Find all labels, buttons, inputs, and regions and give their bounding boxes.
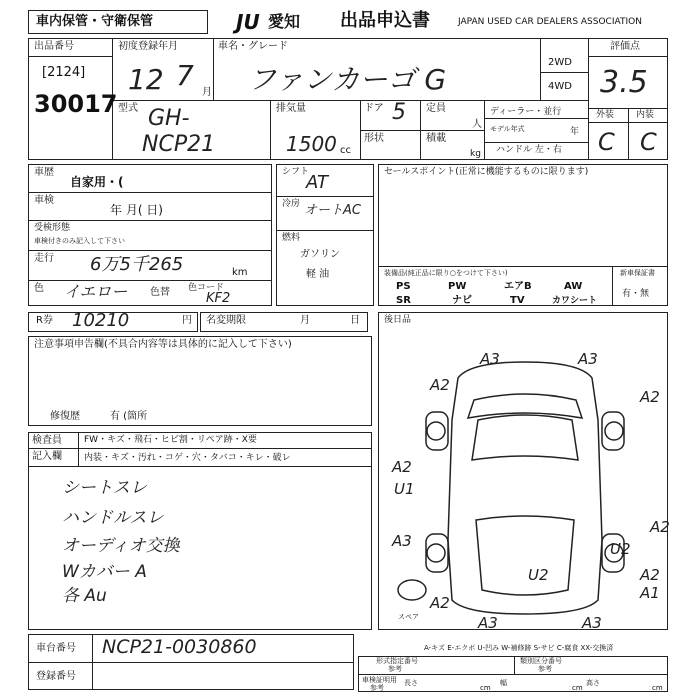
storage-label: 車内保管・守衛保管 bbox=[36, 14, 154, 29]
width-cm: cm bbox=[572, 684, 583, 692]
type-ref: 参考 bbox=[388, 665, 402, 673]
cap-label: 定員 bbox=[426, 103, 446, 114]
mileage-value: 6万5千265 bbox=[90, 254, 184, 275]
mileage-label: 走行 bbox=[34, 253, 54, 264]
grade-label: 評価点 bbox=[610, 41, 640, 52]
shape-label: 形状 bbox=[364, 133, 384, 144]
rear-label: 後日品 bbox=[384, 315, 412, 325]
warranty-value: 有・無 bbox=[622, 289, 650, 299]
spare-label: スペア bbox=[398, 613, 419, 621]
recycle-label: R券 bbox=[36, 315, 53, 326]
class-label: 類別区分番号 bbox=[520, 657, 562, 665]
equip-sr: SR bbox=[396, 295, 411, 306]
height-cm: cm bbox=[652, 684, 663, 692]
equip-aw: AW bbox=[564, 281, 583, 292]
ac-label: 冷房 bbox=[282, 199, 301, 209]
inspection-value: 年 月( 日) bbox=[110, 203, 163, 217]
fuel-diesel: 軽 油 bbox=[306, 269, 330, 280]
reg-label: 初度登録年月 bbox=[118, 41, 178, 52]
note-au: 各 Au bbox=[62, 586, 107, 606]
org-name: 愛知 bbox=[268, 12, 301, 31]
mark-right-fender: A2 bbox=[640, 388, 660, 406]
damage-legend: A-キズ E-エクボ U-凹み W-補修跡 S-サビ C-腐食 XX-交換済 bbox=[424, 644, 614, 652]
fw-row: FW・キズ・飛石・ヒビ割・リペア跡・X要 bbox=[84, 435, 257, 445]
mark-right-door: A2 bbox=[650, 518, 670, 536]
length-cm: cm bbox=[480, 684, 491, 692]
entry-label: 記入欄 bbox=[32, 451, 62, 462]
color-value: イエロー bbox=[64, 282, 128, 301]
cc-unit: cc bbox=[340, 145, 351, 156]
interior-label: 内装 bbox=[636, 110, 655, 120]
interior-row: 内装・キズ・汚れ・コゲ・穴・タバコ・キレ・破レ bbox=[84, 453, 291, 463]
equip-label: 装備品(純正品に限り○をつけて下さい) bbox=[384, 269, 508, 277]
width-label: 幅 bbox=[500, 679, 507, 687]
door-value: 5 bbox=[392, 100, 406, 125]
note-handle-wear: ハンドルスレ bbox=[62, 508, 164, 528]
color-code-value: KF2 bbox=[206, 291, 231, 306]
color-label: 色 bbox=[34, 283, 44, 294]
warranty-label: 新車保証書 bbox=[620, 269, 655, 277]
equip-tv: TV bbox=[510, 295, 525, 306]
notes-title: 注意事項申告欄(不具合内容等は具体的に記入して下さい) bbox=[34, 339, 292, 350]
fuel-label: 燃料 bbox=[282, 233, 301, 243]
model-label: 型式 bbox=[118, 103, 138, 114]
length-label: 長さ bbox=[404, 679, 418, 687]
color-code-label: 色コード bbox=[188, 283, 225, 293]
ac-value: オートAC bbox=[304, 203, 361, 218]
handle-label: ハンドル 左・右 bbox=[496, 145, 562, 155]
lot-label: 出品番号 bbox=[34, 41, 74, 52]
ju-logo: JU bbox=[236, 10, 260, 34]
sales-label: セールスポイント(正常に機能するものに限ります) bbox=[384, 167, 589, 177]
cap-unit: 人 bbox=[472, 119, 482, 130]
mark-left-rear: A3 bbox=[392, 532, 412, 550]
model-line2: NCP21 bbox=[142, 132, 216, 157]
note-w-cover: Wカバー A bbox=[62, 562, 147, 582]
name-label: 車名・グレード bbox=[218, 41, 288, 52]
model-line1: GH- bbox=[148, 106, 190, 131]
model-year-label: モデル年式 bbox=[490, 125, 525, 133]
mark-rear-quarter: A2 bbox=[640, 566, 660, 584]
note-seat-wear: シートスレ bbox=[62, 478, 147, 498]
mark-left-fender: A2 bbox=[430, 376, 450, 394]
fuel-gas: ガソリン bbox=[300, 249, 340, 260]
color-change-label: 色替 bbox=[150, 287, 170, 298]
class-ref: 参考 bbox=[538, 665, 552, 673]
equip-airbag: エアB bbox=[504, 281, 532, 292]
shift-value: AT bbox=[306, 172, 328, 193]
chassis-label: 車台番号 bbox=[36, 643, 76, 654]
mark-left-door-dent: U1 bbox=[394, 480, 415, 498]
mark-right-rear: A1 bbox=[640, 584, 660, 602]
deadline-month: 月 bbox=[300, 315, 310, 326]
grade-value: 3.5 bbox=[600, 65, 648, 100]
equip-navi: ナビ bbox=[452, 295, 472, 306]
history-label: 車歴 bbox=[34, 167, 54, 178]
form-label: 受検形態 bbox=[34, 223, 71, 233]
form-note: 車検付きのみ記入して下さい bbox=[34, 237, 125, 245]
reg-month: 7 bbox=[176, 59, 194, 92]
exterior-label: 外装 bbox=[596, 110, 615, 120]
registration-label: 登録番号 bbox=[36, 671, 76, 682]
recycle-value: 10210 bbox=[72, 310, 130, 331]
form-title: 出品申込書 bbox=[340, 10, 430, 31]
mark-left-door: A2 bbox=[392, 458, 412, 476]
disp-value: 1500 bbox=[286, 132, 337, 156]
km-unit: km bbox=[232, 267, 248, 278]
mark-front-right: A3 bbox=[578, 350, 598, 368]
repair-value: 有 (箇所 bbox=[110, 411, 148, 422]
shift-label: シフト bbox=[282, 167, 310, 177]
inspection-label: 車検 bbox=[34, 195, 54, 206]
repair-label: 修復歴 bbox=[50, 411, 80, 422]
mark-spare-area: A2 bbox=[430, 594, 450, 612]
deadline-day: 日 bbox=[350, 315, 360, 326]
height-label: 高さ bbox=[586, 679, 600, 687]
assoc-name: JAPAN USED CAR DEALERS ASSOCIATION bbox=[458, 17, 642, 27]
inspector-label: 検査員 bbox=[32, 435, 62, 446]
deadline-label: 名変期限 bbox=[206, 315, 246, 326]
note-audio-swap: オーディオ交換 bbox=[62, 536, 180, 556]
mark-front-left: A3 bbox=[480, 350, 500, 368]
kg-unit: kg bbox=[470, 149, 481, 159]
equip-pw: PW bbox=[448, 281, 467, 292]
history-value: 自家用・( bbox=[70, 175, 124, 189]
lot-bracket: [2124] bbox=[42, 65, 86, 80]
type-label: 形式指定番号 bbox=[376, 657, 418, 665]
interior-grade: C bbox=[640, 128, 657, 156]
equip-ps: PS bbox=[396, 281, 411, 292]
reg-year: 12 bbox=[128, 63, 164, 96]
recycle-unit: 円 bbox=[182, 315, 192, 326]
mark-right-rear-dent: U2 bbox=[610, 540, 631, 558]
year-unit: 年 bbox=[570, 127, 580, 137]
equip-kawa-seat: カワシート bbox=[552, 296, 598, 306]
mark-rear-gate: U2 bbox=[528, 566, 549, 584]
drive-4wd: 4WD bbox=[548, 81, 572, 92]
lot-number: 30017 bbox=[34, 90, 118, 118]
cert-ref: 参考 bbox=[370, 684, 384, 692]
door-label: ドア bbox=[364, 103, 384, 114]
car-name: ファンカーゴ G bbox=[248, 63, 447, 96]
month-unit: 月 bbox=[202, 87, 212, 98]
drive-2wd: 2WD bbox=[548, 57, 572, 68]
load-label: 積載 bbox=[426, 133, 446, 144]
dealer-label: ディーラー・並行 bbox=[490, 107, 562, 117]
chassis-value: NCP21-0030860 bbox=[102, 636, 257, 658]
mark-rear-right: A3 bbox=[582, 614, 602, 632]
disp-label: 排気量 bbox=[276, 103, 306, 114]
mark-rear-left: A3 bbox=[478, 614, 498, 632]
exterior-grade: C bbox=[598, 128, 615, 156]
cert-label: 車検証明用 bbox=[362, 676, 397, 684]
